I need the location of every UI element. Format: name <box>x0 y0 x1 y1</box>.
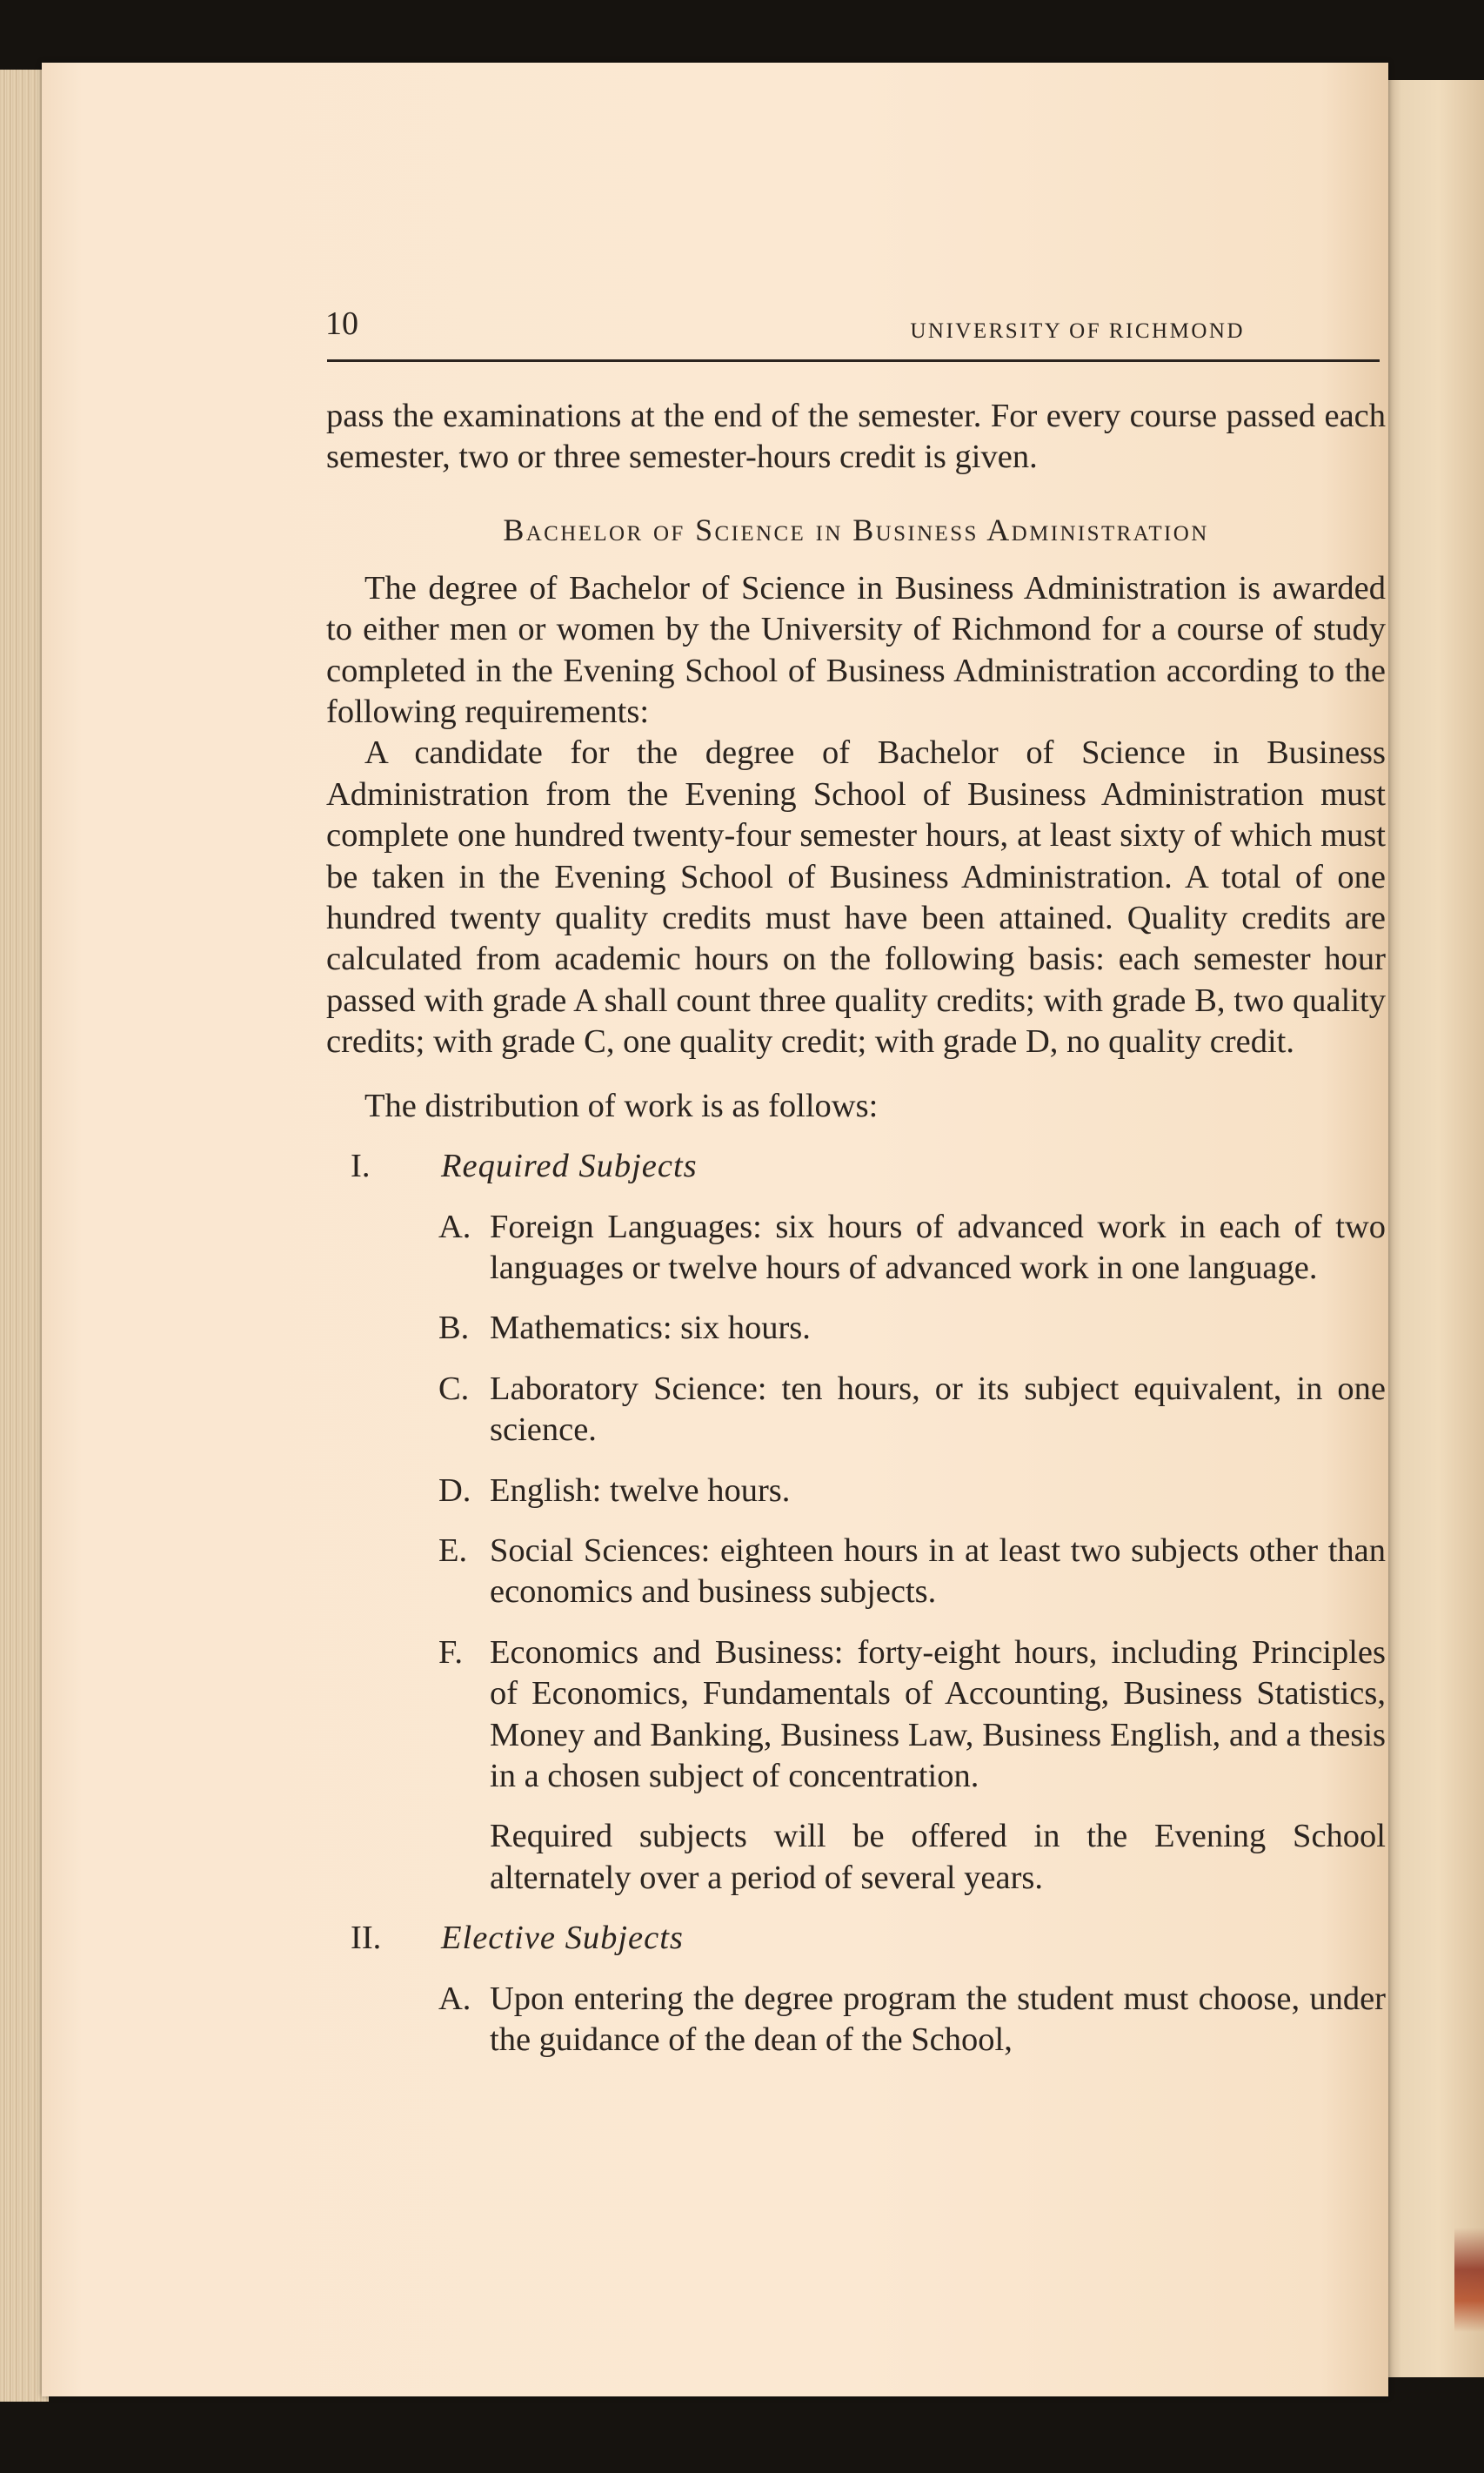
degree-paragraph: The degree of Bachelor of Science in Business Administration is awarded to either men or women by the University of Richmond for a course of study completed in the Evening School of Business Administration according to the following requirements: <box>326 569 1386 731</box>
item-letter: B. <box>438 1310 470 1347</box>
facing-page-edge <box>1383 80 1484 2377</box>
item-text: Mathematics: six hours. <box>490 1310 811 1347</box>
required-subjects-note: Required subjects will be offered in the Evening School alternately over a period of several years. <box>490 1818 1386 1896</box>
item-letter: C. <box>438 1370 470 1407</box>
header-rule <box>327 359 1380 362</box>
item-text: Upon entering the degree program the student must choose, under the guidance of the dean of the School, <box>490 1980 1386 2058</box>
list-item <box>438 1308 1386 1349</box>
item-text: Social Sciences: eighteen hours in at least two subjects other than economics and business subjects. <box>490 1531 1386 1611</box>
book-page <box>42 63 1388 2396</box>
item-text: English: twelve hours. <box>490 1471 791 1509</box>
list-item <box>438 1471 1386 1511</box>
body-text <box>326 396 1386 2061</box>
book-block-red-edge <box>1454 2228 1484 2332</box>
page-number: 10 <box>325 305 358 342</box>
distribution-intro: The distribution of work is as follows: <box>364 1087 879 1124</box>
list-item <box>438 1632 1386 1798</box>
section-numeral: I. <box>351 1148 371 1185</box>
section-elective-subjects <box>326 1918 1386 1959</box>
item-letter: E. <box>438 1531 468 1569</box>
section-title: Elective Subjects <box>441 1920 684 1957</box>
section-numeral: II. <box>351 1920 382 1957</box>
running-head: UNIVERSITY OF RICHMOND <box>910 319 1245 343</box>
item-text: Foreign Languages: six hours of advanced work in each of two languages or twelve hours of advanced work in one language. <box>490 1208 1386 1286</box>
list-item <box>438 1531 1386 1613</box>
list-item <box>438 1207 1386 1290</box>
item-letter: A. <box>438 1980 471 2017</box>
item-letter: A. <box>438 1208 471 1245</box>
section-required-subjects <box>326 1146 1386 1187</box>
item-text: Economics and Business: forty-eight hours, including Principles of Economics, Fundamentals of Accounting, Business Statistics, Money and Banking, Business Law, Business English, and a thesis in a chosen subject of concentration. <box>490 1633 1386 1794</box>
item-text: Laboratory Science: ten hours, or its subject equivalent, in one science. <box>490 1370 1386 1449</box>
section-heading: Bachelor of Science in Business Administration <box>503 512 1209 547</box>
list-item <box>438 1369 1386 1451</box>
intro-paragraph: pass the examinations at the end of the semester. For every course passed each semester, two or three semester-hours credit is given. <box>326 398 1386 476</box>
list-item <box>438 1979 1386 2061</box>
item-letter: F. <box>438 1633 463 1671</box>
section-title: Required Subjects <box>441 1148 698 1185</box>
item-letter: D. <box>438 1471 471 1509</box>
requirements-paragraph: A candidate for the degree of Bachelor of Science in Business Administration from the Evening School of Business Administration must complete one hundred twenty-four semester hours, at least sixty of which must be taken in the Evening School of Business Administration. A total of one hundred twenty quality credits must have been attained. Quality credits are calculated from academic hours on the following basis: each semester hour passed with grade A shall count three quality credits; with grade B, two quality credits; with grade C, one quality credit; with grade D, no quality credit. <box>326 734 1386 1061</box>
